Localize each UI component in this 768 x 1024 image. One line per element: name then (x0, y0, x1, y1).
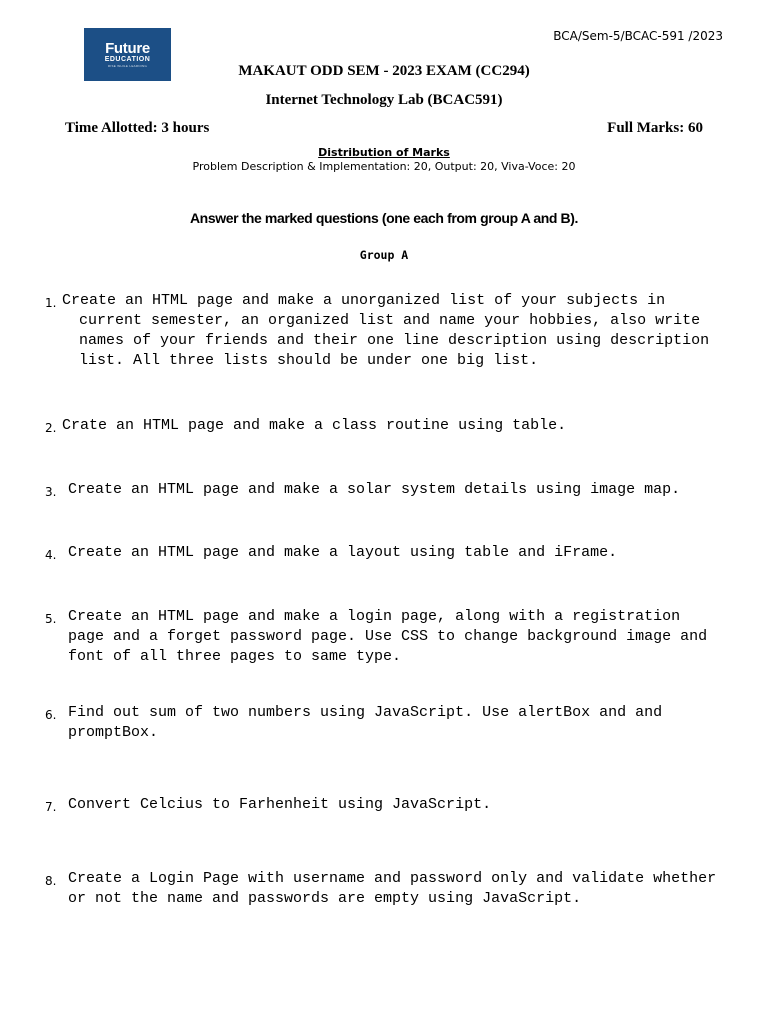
question-number: 8. (45, 874, 57, 888)
question-6 (45, 703, 735, 743)
question-text: Convert Celcius to Farhenheit using JavaScript. (68, 796, 492, 813)
question-3 (45, 480, 735, 500)
question-text: Find out sum of two numbers using JavaScript. Use alertBox and and promptBox. (68, 704, 663, 741)
distribution-detail: Problem Description & Implementation: 20, Output: 20, Viva-Voce: 20 (192, 160, 576, 173)
question-7 (45, 795, 735, 815)
exam-title: MAKAUT ODD SEM - 2023 EXAM (CC294) (238, 63, 530, 79)
question-number: 5. (45, 612, 57, 626)
subject-title: Internet Technology Lab (BCAC591) (265, 92, 503, 108)
full-marks: Full Marks: 60 (607, 120, 703, 136)
question-number: 3. (45, 485, 57, 499)
group-label: Group A (359, 248, 409, 262)
paper-code: BCA/Sem-5/BCAC-591 /2023 (553, 29, 723, 43)
question-2 (45, 416, 735, 436)
question-text: Crate an HTML page and make a class routine using table. (62, 417, 567, 434)
time-allotted: Time Allotted: 3 hours (65, 120, 210, 136)
question-text: Create an HTML page and make a layout using table and iFrame. (68, 544, 618, 561)
question-5 (45, 607, 735, 667)
question-number: 1. (45, 296, 57, 310)
distribution-title: Distribution of Marks (318, 146, 450, 159)
question-text: Create an HTML page and make a login page, along with a registration page and a forget password page. Use CSS to change background image and font of all three pages to same type. (68, 608, 708, 665)
question-4 (45, 543, 735, 563)
question-number: 2. (45, 421, 57, 435)
question-1 (45, 291, 735, 371)
instruction: Answer the marked questions (one each from group A and B). (189, 210, 579, 226)
question-text: Create a Login Page with username and password only and validate whether or not the name and passwords are empty using JavaScript. (68, 870, 717, 907)
logo-line2: EDUCATION (104, 56, 151, 63)
logo-line1: Future (105, 40, 150, 57)
question-text: Create an HTML page and make a unorganized list of your subjects in current semester, an organized list and name your hobbies, also write names of your friends and their one line description using description list. All three lists should be under one big list. (62, 292, 710, 369)
question-number: 7. (45, 800, 57, 814)
question-number: 4. (45, 548, 57, 562)
question-text: Create an HTML page and make a solar system details using image map. (68, 481, 681, 498)
logo-line3: RISE WHILE LEARNING (107, 64, 148, 68)
question-8 (45, 869, 735, 909)
question-number: 6. (45, 708, 57, 722)
